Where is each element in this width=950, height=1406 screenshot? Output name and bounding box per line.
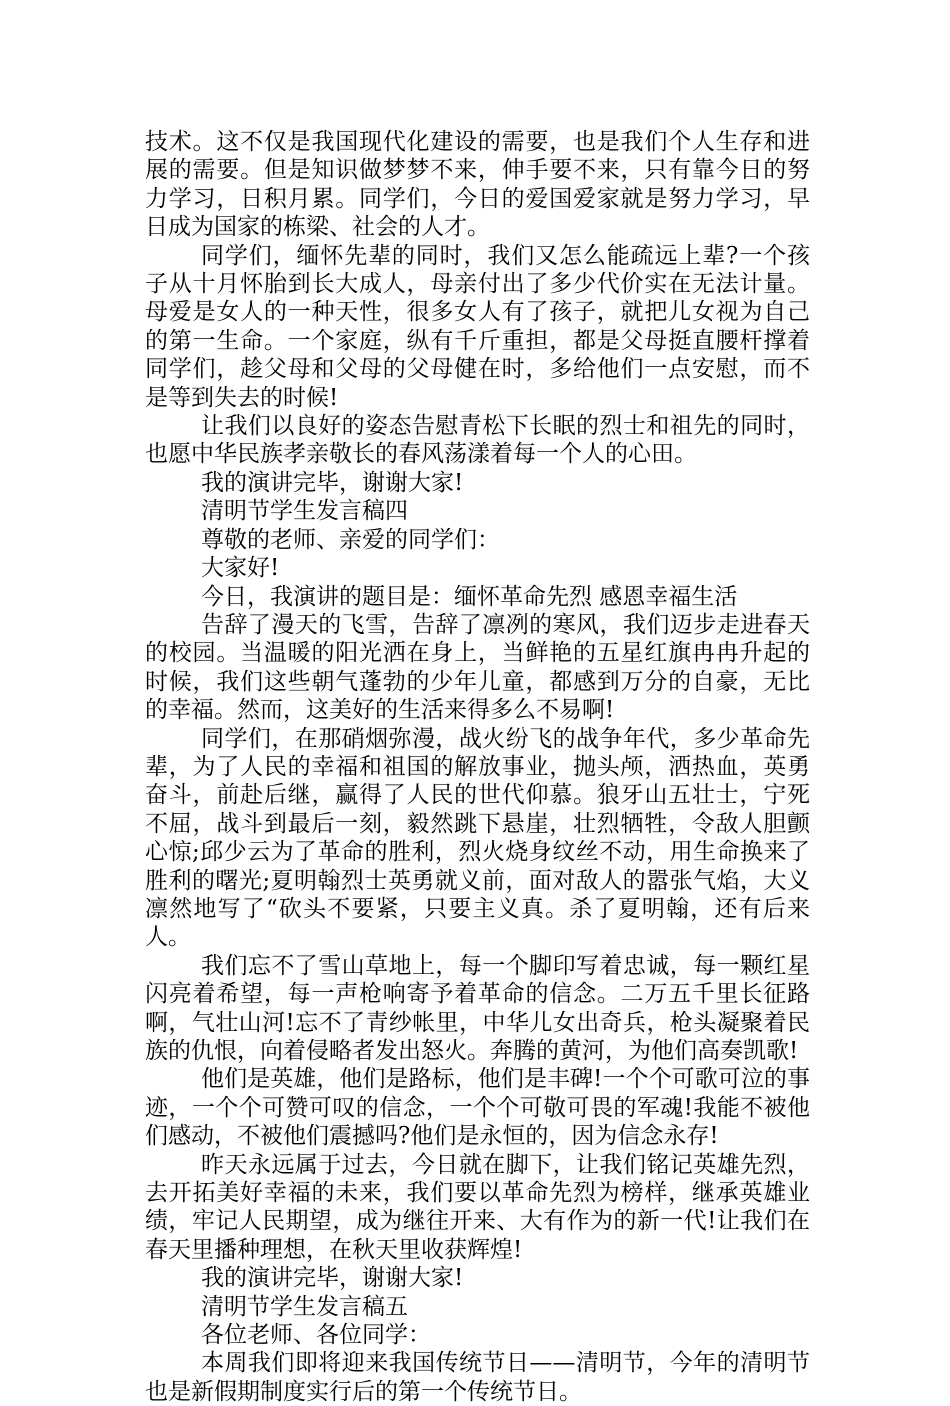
paragraph-13: 昨天永远属于过去，今日就在脚下，让我们铭记英雄先烈，去开拓美好幸福的未来，我们要以革命先烈为榜样，继承英雄业绩，牢记人民期望，成为继往开来、大有作为的新一代!让我们在春天里播种理想，在秋天里收获辉煌! <box>145 1151 810 1263</box>
paragraph-2: 同学们，缅怀先辈的同时，我们又怎么能疏远上辈?一个孩子从十月怀胎到长大成人，母亲付出了多少代价实在无法计量。母爱是女人的一种天性，很多女人有了孩子，就把儿女视为自己的第一生命。一个家庭，纵有千斤重担，都是父母挺直腰杆撑着同学们，趁父母和父母的父母健在时，多给他们一点安慰，而不是等到失去的时候! <box>145 242 810 411</box>
paragraph-4: 我的演讲完毕，谢谢大家! <box>201 469 464 496</box>
section-title-5: 清明节学生发言稿五 <box>201 1293 408 1320</box>
paragraph-1: 技术。这不仅是我国现代化建设的需要，也是我们个人生存和进展的需要。但是知识做梦梦不来，伸手要不来，只有靠今日的努力学习，日积月累。同学们，今日的爱国爱家就是努力学习，早日成为国家的栋梁、社会的人才。 <box>145 129 810 241</box>
document-body <box>145 128 810 1406</box>
paragraph-11: 我们忘不了雪山草地上，每一个脚印写着忠诚，每一颗红星闪亮着希望，每一声枪响寄予着革命的信念。二万五千里长征路啊，气壮山河!忘不了青纱帐里，中华儿女出奇兵，枪头凝聚着民族的仇恨，向着侵略者发出怒火。奔腾的黄河，为他们高奏凯歌! <box>145 952 810 1064</box>
section-title-4: 清明节学生发言稿四 <box>201 498 408 525</box>
paragraph-10: 同学们，在那硝烟弥漫，战火纷飞的战争年代，多少革命先辈，为了人民的幸福和祖国的解放事业，抛头颅，洒热血，英勇奋斗，前赴后继，赢得了人民的世代仰慕。狼牙山五壮士，宁死不屈，战斗到最后一刻，毅然跳下悬崖，壮烈牺牲，令敌人胆颤心惊;邱少云为了革命的胜利，烈火烧身纹丝不动，用生命换来了胜利的曙光;夏明翰烈士英勇就义前，面对敌人的嚣张气焰，大义凛然地写了“砍头不要紧，只要主义真。杀了夏明翰，还有后来人。 <box>145 725 810 951</box>
paragraph-17: 本周我们即将迎来我国传统节日——清明节，今年的清明节也是新假期制度实行后的第一个传统节日。 <box>145 1350 810 1405</box>
salutation: 尊敬的老师、亲爱的同学们： <box>201 526 500 553</box>
paragraph-12: 他们是英雄，他们是路标，他们是丰碑!一个个可歌可泣的事迹，一个个可赞可叹的信念，一个个可敬可畏的军魂!我能不被他们感动，不被他们震撼吗?他们是永恒的，因为信念永存! <box>145 1066 810 1150</box>
paragraph-9: 告辞了漫天的飞雪，告辞了凛冽的寒风，我们迈步走进春天的校园。当温暖的阳光洒在身上，当鲜艳的五星红旗冉冉升起的时候，我们这些朝气蓬勃的少年儿童，都感到万分的自豪，无比的幸福。然而，这美好的生活来得多么不易啊! <box>145 611 810 724</box>
closing-line: 我的演讲完毕，谢谢大家! <box>201 1265 464 1292</box>
paragraph-3: 让我们以良好的姿态告慰青松下长眠的烈士和祖先的同时，也愿中华民族孝亲敬长的春风荡漾着每一个人的心田。 <box>145 413 810 468</box>
salutation-5: 各位老师、各位同学： <box>201 1322 431 1349</box>
greeting: 大家好! <box>201 555 280 582</box>
speech-topic: 今日，我演讲的题目是：缅怀革命先烈 感恩幸福生活 <box>201 583 738 610</box>
